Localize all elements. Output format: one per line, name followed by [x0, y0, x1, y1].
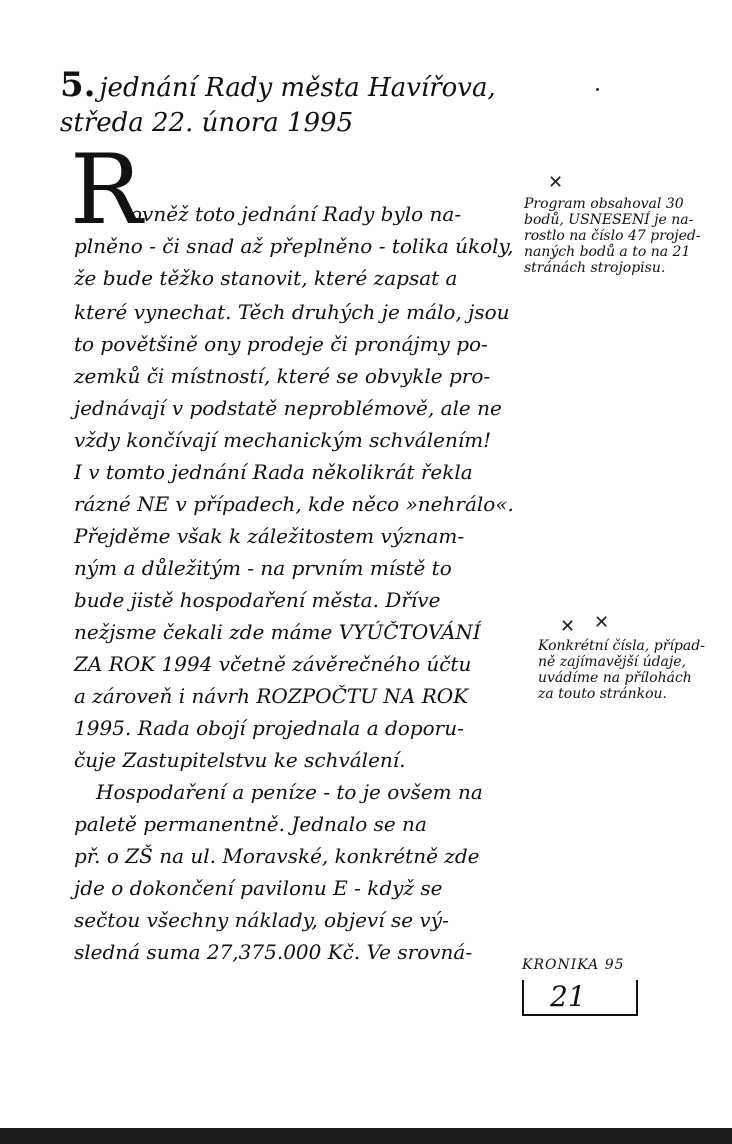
body-line: sledná suma 27,375.000 Kč. Ve srovná-	[74, 940, 473, 964]
body-line: Přejděme však k záležitostem význam-	[74, 524, 465, 548]
body-line: že bude těžko stanovit, které zapsat a	[74, 266, 458, 290]
body-line: to povětšině ony prodeje či pronájmy po-	[74, 332, 488, 356]
margin-note-program: Program obsahoval 30 bodů, USNESENÍ je na- rostlo na číslo 47 projed- naných bodů a to na 21 stránách strojopisu.	[524, 196, 701, 276]
body-line: a zároveň i návrh ROZPOČTU NA ROK	[74, 684, 469, 708]
page-number: 21	[550, 980, 586, 1013]
body-line: ZA ROK 1994 včetně závěrečného účtu	[74, 652, 472, 676]
note-marker-icon: ✕	[548, 172, 564, 193]
body-line: sečtou všechny náklady, objeví se vý-	[74, 908, 449, 932]
heading-line-1: jednání Rady města Havířova,	[99, 73, 496, 103]
note-marker-icon: ✕	[594, 612, 610, 633]
body-line: nežjsme čekali zde máme VYÚČTOVÁNÍ	[74, 620, 481, 644]
body-line: plněno - či snad až přeplněno - tolika úkoly,	[74, 234, 514, 258]
body-line: ným a důležitým - na prvním místě to	[74, 556, 452, 580]
entry-heading	[60, 66, 520, 139]
body-line: ovněž toto jednání Rady bylo na-	[130, 202, 462, 226]
body-line: 1995. Rada obojí projednala a doporu-	[74, 716, 464, 740]
body-line: zemků či místností, které se obvykle pro-	[74, 364, 491, 388]
body-line: Hospodaření a peníze - to je ovšem na	[96, 780, 483, 804]
body-line: rázné NE v případech, kde něco »nehrálo«.	[74, 492, 514, 516]
body-line: př. o ZŠ na ul. Moravské, konkrétně zde	[74, 844, 480, 868]
heading-line-2: středa 22. února 1995	[60, 108, 354, 138]
chronicle-signature: KRONIKA 95	[522, 957, 625, 973]
drop-cap: R	[70, 134, 143, 246]
body-line: bude jistě hospodaření města. Dříve	[74, 588, 441, 612]
margin-note-figures: Konkrétní čísla, případ- ně zajímavější údaje, uvádíme na přílohách za touto stránkou.	[538, 638, 705, 702]
page-number-box	[522, 980, 638, 1016]
body-line: čuje Zastupitelstvu ke schválení.	[74, 748, 406, 772]
entry-number: 5.	[60, 65, 96, 105]
body-line: I v tomto jednání Rada několikrát řekla	[74, 460, 473, 484]
speck	[596, 88, 599, 91]
note-marker-icon: ✕	[560, 616, 576, 637]
body-line: jde o dokončení pavilonu E - když se	[74, 876, 443, 900]
body-line: paletě permanentně. Jednalo se na	[74, 812, 427, 836]
body-line: které vynechat. Těch druhých je málo, jsou	[74, 300, 510, 324]
body-line: vždy končívají mechanickým schválením!	[74, 428, 492, 452]
scan-edge	[0, 1128, 732, 1144]
body-line: jednávají v podstatě neproblémově, ale ne	[74, 396, 502, 420]
